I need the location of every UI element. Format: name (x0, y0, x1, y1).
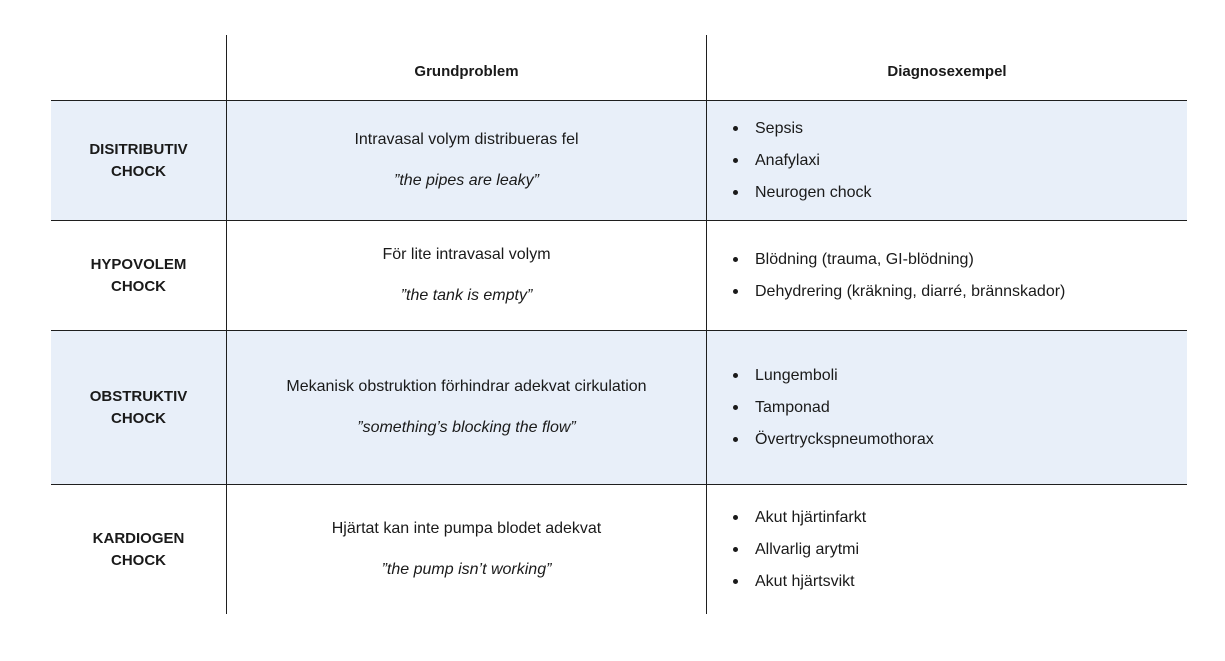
list-item (731, 502, 866, 534)
list-item (731, 534, 866, 566)
problem-description: Hjärtat kan inte pumpa blodet adekvat (331, 520, 602, 537)
shock-type-cell (51, 101, 226, 220)
shock-types-table (51, 35, 1187, 614)
diagnosis-list (707, 113, 872, 209)
list-item (731, 424, 934, 456)
bullet-icon (733, 405, 738, 410)
diagnosis-label: Övertryckspneumothorax (755, 430, 934, 448)
diagnosis-label: Lungemboli (755, 366, 838, 384)
bullet-icon (733, 547, 738, 552)
header-diagnosexempel: Diagnosexempel (706, 35, 1187, 100)
table-row-kardiogen (51, 484, 1187, 614)
shock-type-suffix: CHOCK (111, 162, 166, 180)
shock-type-name: OBSTRUKTIV (89, 387, 188, 405)
bullet-icon (733, 158, 738, 163)
list-item (731, 566, 866, 598)
problem-cell (226, 221, 706, 330)
problem-description: Intravasal volym distribueras fel (354, 131, 579, 148)
table-row-obstruktiv (51, 330, 1187, 484)
table-row-distributiv (51, 100, 1187, 220)
bullet-icon (733, 126, 738, 131)
list-item (731, 392, 934, 424)
diagnosis-label: Sepsis (755, 119, 804, 137)
bullet-icon (733, 437, 738, 442)
problem-quote: ”the pump isn’t working” (381, 561, 552, 578)
shock-type-suffix: CHOCK (111, 409, 166, 427)
shock-type-suffix: CHOCK (111, 277, 166, 295)
bullet-icon (733, 579, 738, 584)
diagnosis-label: Akut hjärtsvikt (755, 572, 855, 590)
diagnosis-cell (706, 221, 1187, 330)
diagnosis-label: Neurogen chock (755, 183, 872, 201)
diagnosis-list (707, 360, 934, 456)
diagnosis-label: Dehydrering (kräkning, diarré, brännskador) (755, 282, 1066, 300)
problem-description: Mekanisk obstruktion förhindrar adekvat cirkulation (286, 378, 647, 395)
problem-cell (226, 331, 706, 484)
diagnosis-cell (706, 101, 1187, 220)
problem-description: För lite intravasal volym (382, 246, 551, 263)
list-item (731, 177, 872, 209)
diagnosis-cell (706, 331, 1187, 484)
diagnosis-cell (706, 485, 1187, 614)
diagnosis-list (707, 502, 866, 598)
diagnosis-label: Blödning (trauma, GI-blödning) (755, 250, 974, 268)
shock-type-name: HYPOVOLEM (90, 255, 187, 273)
shock-type-cell (51, 485, 226, 614)
list-item (731, 360, 934, 392)
bullet-icon (733, 373, 738, 378)
diagnosis-label: Anafylaxi (755, 151, 820, 169)
problem-quote: ”the tank is empty” (400, 287, 533, 304)
problem-quote: ”the pipes are leaky” (394, 172, 539, 189)
list-item (731, 145, 872, 177)
table-header-row (51, 35, 1187, 100)
header-grundproblem: Grundproblem (226, 35, 706, 100)
bullet-icon (733, 289, 738, 294)
diagnosis-label: Akut hjärtinfarkt (755, 508, 867, 526)
list-item (731, 113, 872, 145)
problem-cell (226, 101, 706, 220)
shock-type-name: DISITRIBUTIV (89, 140, 188, 158)
shock-type-suffix: CHOCK (111, 551, 166, 569)
list-item (731, 276, 1065, 308)
problem-cell (226, 485, 706, 614)
diagnosis-label: Tamponad (755, 398, 830, 416)
diagnosis-label: Allvarlig arytmi (755, 540, 860, 558)
bullet-icon (733, 515, 738, 520)
list-item (731, 244, 1065, 276)
table-row-hypovolem (51, 220, 1187, 330)
bullet-icon (733, 257, 738, 262)
bullet-icon (733, 190, 738, 195)
shock-type-cell (51, 331, 226, 484)
problem-quote: ”something’s blocking the flow” (357, 419, 576, 436)
header-empty-cell (51, 35, 226, 100)
diagnosis-list (707, 244, 1065, 308)
shock-type-cell (51, 221, 226, 330)
shock-type-name: KARDIOGEN (92, 529, 185, 547)
